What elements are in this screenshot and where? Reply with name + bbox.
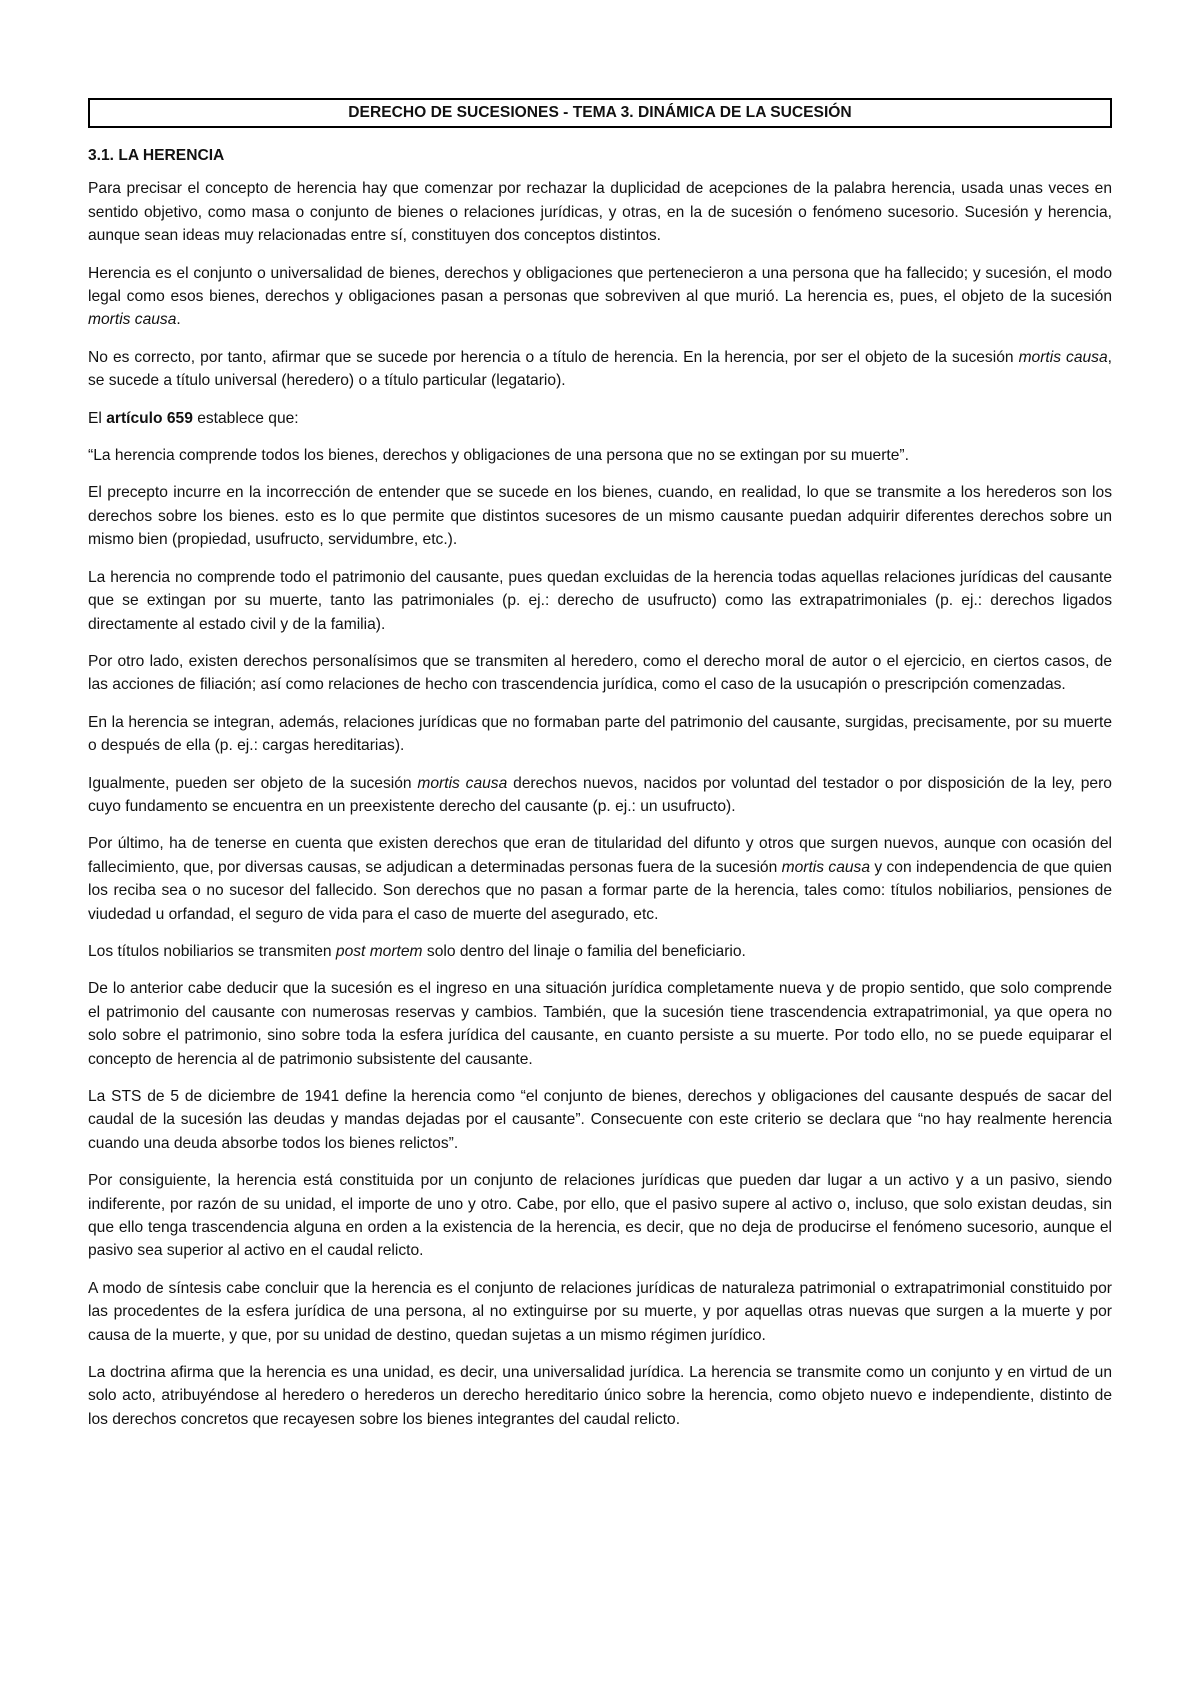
- paragraph-10: Igualmente, pueden ser objeto de la sucesión mortis causa derechos nuevos, nacidos por voluntad del testador o por disposición de la ley, pero cuyo fundamento se encuentra en un preexistente derecho del causante (p. ej.: un usufructo).: [88, 774, 1112, 815]
- paragraph-15: Por consiguiente, la herencia está constituida por un conjunto de relaciones jurídicas que pueden dar lugar a un activo y a un pasivo, siendo indiferente, por razón de su unidad, el importe de uno y otro. Cabe, por ello, que el pasivo supere al activo o, incluso, que solo existan deudas, sin que ello tenga trascendencia alguna en orden a la existencia de la herencia, es decir, que no deja de producirse el fenómeno sucesorio, aunque el pasivo sea superior al activo en el caudal relicto.: [88, 1172, 1112, 1260]
- document-title: DERECHO DE SUCESIONES - TEMA 3. DINÁMICA DE LA SUCESIÓN: [88, 98, 1112, 128]
- section-heading: 3.1. LA HERENCIA: [88, 147, 225, 164]
- paragraph-11: Por último, ha de tenerse en cuenta que existen derechos que eran de titularidad del difunto y otros que surgen nuevos, aunque con ocasión del fallecimiento, que, por diversas causas, se adjudican a determinadas personas fuera de la sucesión mortis causa y con independencia de que quien los reciba sea o no sucesor del fallecido. Son derechos que no pasan a formar parte de la herencia, tales como: títulos nobiliarios, pensiones de viudedad u orfandad, el seguro de vida para el caso de muerte del asegurado, etc.: [88, 835, 1112, 923]
- paragraph-7: La herencia no comprende todo el patrimonio del causante, pues quedan excluidas de la herencia todas aquellas relaciones jurídicas del causante que se extingan por su muerte, tanto las patrimoniales (p. ej.: derecho de usufructo) como las extrapatrimoniales (p. ej.: derechos ligados directamente al estado civil y de la familia).: [88, 568, 1112, 633]
- paragraph-5-quote: “La herencia comprende todos los bienes, derechos y obligaciones de una persona que no se extingan por su muerte”.: [88, 447, 909, 465]
- paragraph-16: A modo de síntesis cabe concluir que la herencia es el conjunto de relaciones jurídicas de naturaleza patrimonial o extrapatrimonial constituido por las procedentes de la esfera jurídica de una persona, al no extinguirse por su muerte, y por aquellas otras nuevas que surgen a la muerte y por causa de la muerte, y que, por su unidad de destino, quedan sujetas a un mismo régimen jurídico.: [88, 1279, 1112, 1344]
- paragraph-1: Para precisar el concepto de herencia hay que comenzar por rechazar la duplicidad de acepciones de la palabra herencia, usada unas veces en sentido objetivo, como masa o conjunto de bienes o relaciones jurídicas, y otras, en la de sucesión o fenómeno sucesorio. Sucesión y herencia, aunque sean ideas muy relacionadas entre sí, constituyen dos conceptos distintos.: [88, 180, 1112, 245]
- paragraph-6: El precepto incurre en la incorrección de entender que se sucede en los bienes, cuando, en realidad, lo que se transmite a los herederos son los derechos sobre los bienes. esto es lo que permite que distintos sucesores de un mismo causante puedan adquirir diferentes derechos sobre un mismo bien (propiedad, usufructo, servidumbre, etc.).: [88, 484, 1112, 549]
- paragraph-13: De lo anterior cabe deducir que la sucesión es el ingreso en una situación jurídica completamente nueva y de propio sentido, que solo comprende el patrimonio del causante con numerosas reservas y cambios. También, que la sucesión tiene trascendencia extrapatrimonial, ya que opera no solo sobre el patrimonio, sino sobre toda la esfera jurídica del causante, en cuanto persiste a su muerte. Por todo ello, no se puede equiparar el concepto de herencia al de patrimonio subsistente del causante.: [88, 980, 1112, 1068]
- paragraph-14: La STS de 5 de diciembre de 1941 define la herencia como “el conjunto de bienes, derechos y obligaciones del causante después de sacar del caudal de la sucesión las deudas y mandas dejadas por el causante”. Consecuente con este criterio se declara que “no hay realmente herencia cuando una deuda absorbe todos los bienes relictos”.: [88, 1088, 1112, 1152]
- paragraph-3: No es correcto, por tanto, afirmar que se sucede por herencia o a título de herencia. En la herencia, por ser el objeto de la sucesión mortis causa, se sucede a título universal (heredero) o a título particular (legatario).: [88, 348, 1112, 390]
- paragraph-17: La doctrina afirma que la herencia es una unidad, es decir, una universalidad jurídica. La herencia se transmite como un conjunto y en virtud de un solo acto, atribuyéndose al heredero o herederos un derecho hereditario único sobre la herencia, como objeto nuevo e independiente, distinto de los derechos concretos que recayesen sobre los bienes integrantes del caudal relicto.: [88, 1364, 1112, 1428]
- paragraph-9: En la herencia se integran, además, relaciones jurídicas que no formaban parte del patrimonio del causante, surgidas, precisamente, por su muerte o después de ella (p. ej.: cargas hereditarias).: [88, 713, 1112, 755]
- paragraph-4: El artículo 659 establece que:: [88, 409, 299, 427]
- document-page: [88, 98, 1112, 1431]
- paragraph-12: Los títulos nobiliarios se transmiten post mortem solo dentro del linaje o familia del beneficiario.: [88, 942, 746, 960]
- paragraph-2: Herencia es el conjunto o universalidad de bienes, derechos y obligaciones que pertenecieron a una persona que ha fallecido; y sucesión, el modo legal como esos bienes, derechos y obligaciones pasan a personas que sobreviven al que murió. La herencia es, pues, el objeto de la sucesión mortis causa.: [88, 264, 1112, 329]
- paragraph-8: Por otro lado, existen derechos personalísimos que se transmiten al heredero, como el derecho moral de autor o el ejercicio, en ciertos casos, de las acciones de filiación; así como relaciones de hecho con trascendencia jurídica, como el caso de la usucapión o prescripción comenzadas.: [88, 652, 1112, 694]
